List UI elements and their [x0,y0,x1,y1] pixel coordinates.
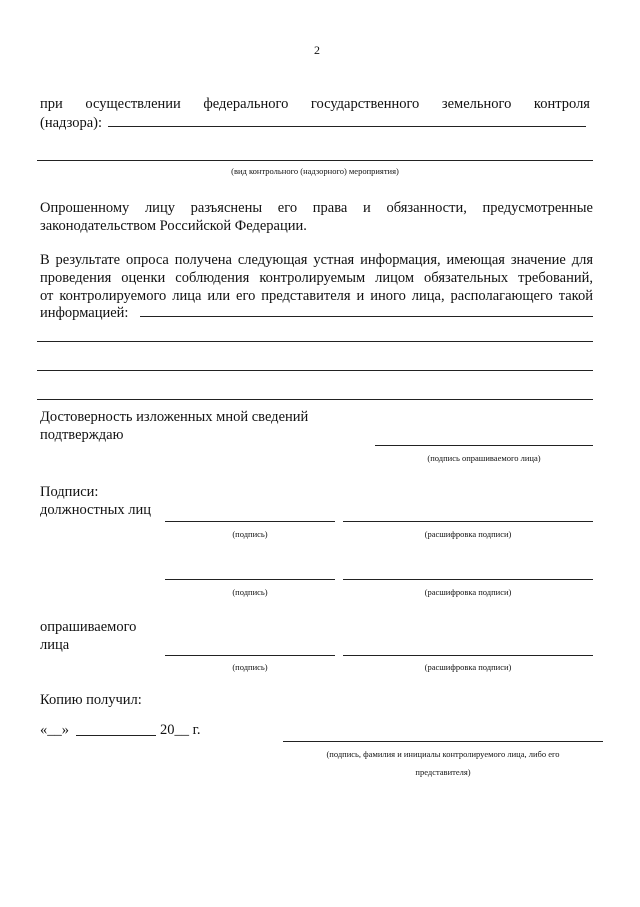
signature-caption: (подпись) [232,662,268,672]
intro-word: федерального [203,96,289,112]
respondent-signature-caption: (подпись опрашиваемого лица) [427,453,541,463]
recipient-signature-line[interactable] [283,741,603,742]
recipient-caption-line-1: (подпись, фамилия и инициалы контролируемого лица, либо его [326,749,560,759]
copy-received-label: Копию получил: [40,692,142,708]
rights-line-1: Опрошенному лицу разъяснены его права и обязанности, предусмотренные [40,200,593,216]
info-blank-line[interactable] [37,399,593,400]
decoding-caption: (расшифровка подписи) [424,529,512,539]
intro-line-1 [40,94,590,114]
respondent-signature-line[interactable] [165,655,335,656]
event-type-blank-line[interactable] [37,160,593,161]
signatures-line-1: Подписи: [40,484,99,500]
recipient-caption-line-2: представителя) [415,767,471,777]
signature-caption: (подпись) [232,587,268,597]
respondent-line-1: опрашиваемого [40,619,137,635]
event-type-caption: (вид контрольного (надзорного) мероприятия) [231,166,399,176]
official-signature-line[interactable] [165,579,335,580]
intro-word: контроля [533,96,590,112]
result-line-2: проведения оценки соблюдения контролируемым лицом обязательных требований, [40,270,593,286]
confirm-line-1: Достоверность изложенных мной сведений [40,409,309,425]
date-month-line[interactable] [76,735,156,736]
result-line-1: В результате опроса получена следующая устная информация, имеющая значение для [40,252,593,268]
supervision-blank-line[interactable] [108,126,586,127]
result-line-4: информацией: [40,305,129,321]
info-blank-line[interactable] [37,341,593,342]
official-signature-line[interactable] [165,521,335,522]
decoding-caption: (расшифровка подписи) [424,662,512,672]
info-blank-line[interactable] [140,316,593,317]
official-decoding-line[interactable] [343,579,593,580]
confirm-line-2: подтверждаю [40,427,124,443]
result-line-3: от контролируемого лица или его представителя и иного лица, располагающего такой [40,288,593,304]
date-day: «__» [40,722,69,738]
decoding-caption: (расшифровка подписи) [424,587,512,597]
intro-word: осуществлении [85,96,181,112]
intro-word: государственного [310,96,420,112]
info-blank-line[interactable] [37,370,593,371]
intro-word: при [40,96,63,112]
intro-line-2: (надзора): [40,115,103,131]
intro-word: земельного [441,96,512,112]
official-decoding-line[interactable] [343,521,593,522]
respondent-decoding-line[interactable] [343,655,593,656]
signature-caption: (подпись) [232,529,268,539]
respondent-line-2: лица [40,637,70,653]
signatures-line-2: должностных лиц [40,502,151,518]
respondent-signature-line[interactable] [375,445,593,446]
rights-line-2: законодательством Российской Федерации. [40,218,307,234]
page-number: 2 [314,43,320,57]
date-year: 20__ г. [160,722,201,738]
